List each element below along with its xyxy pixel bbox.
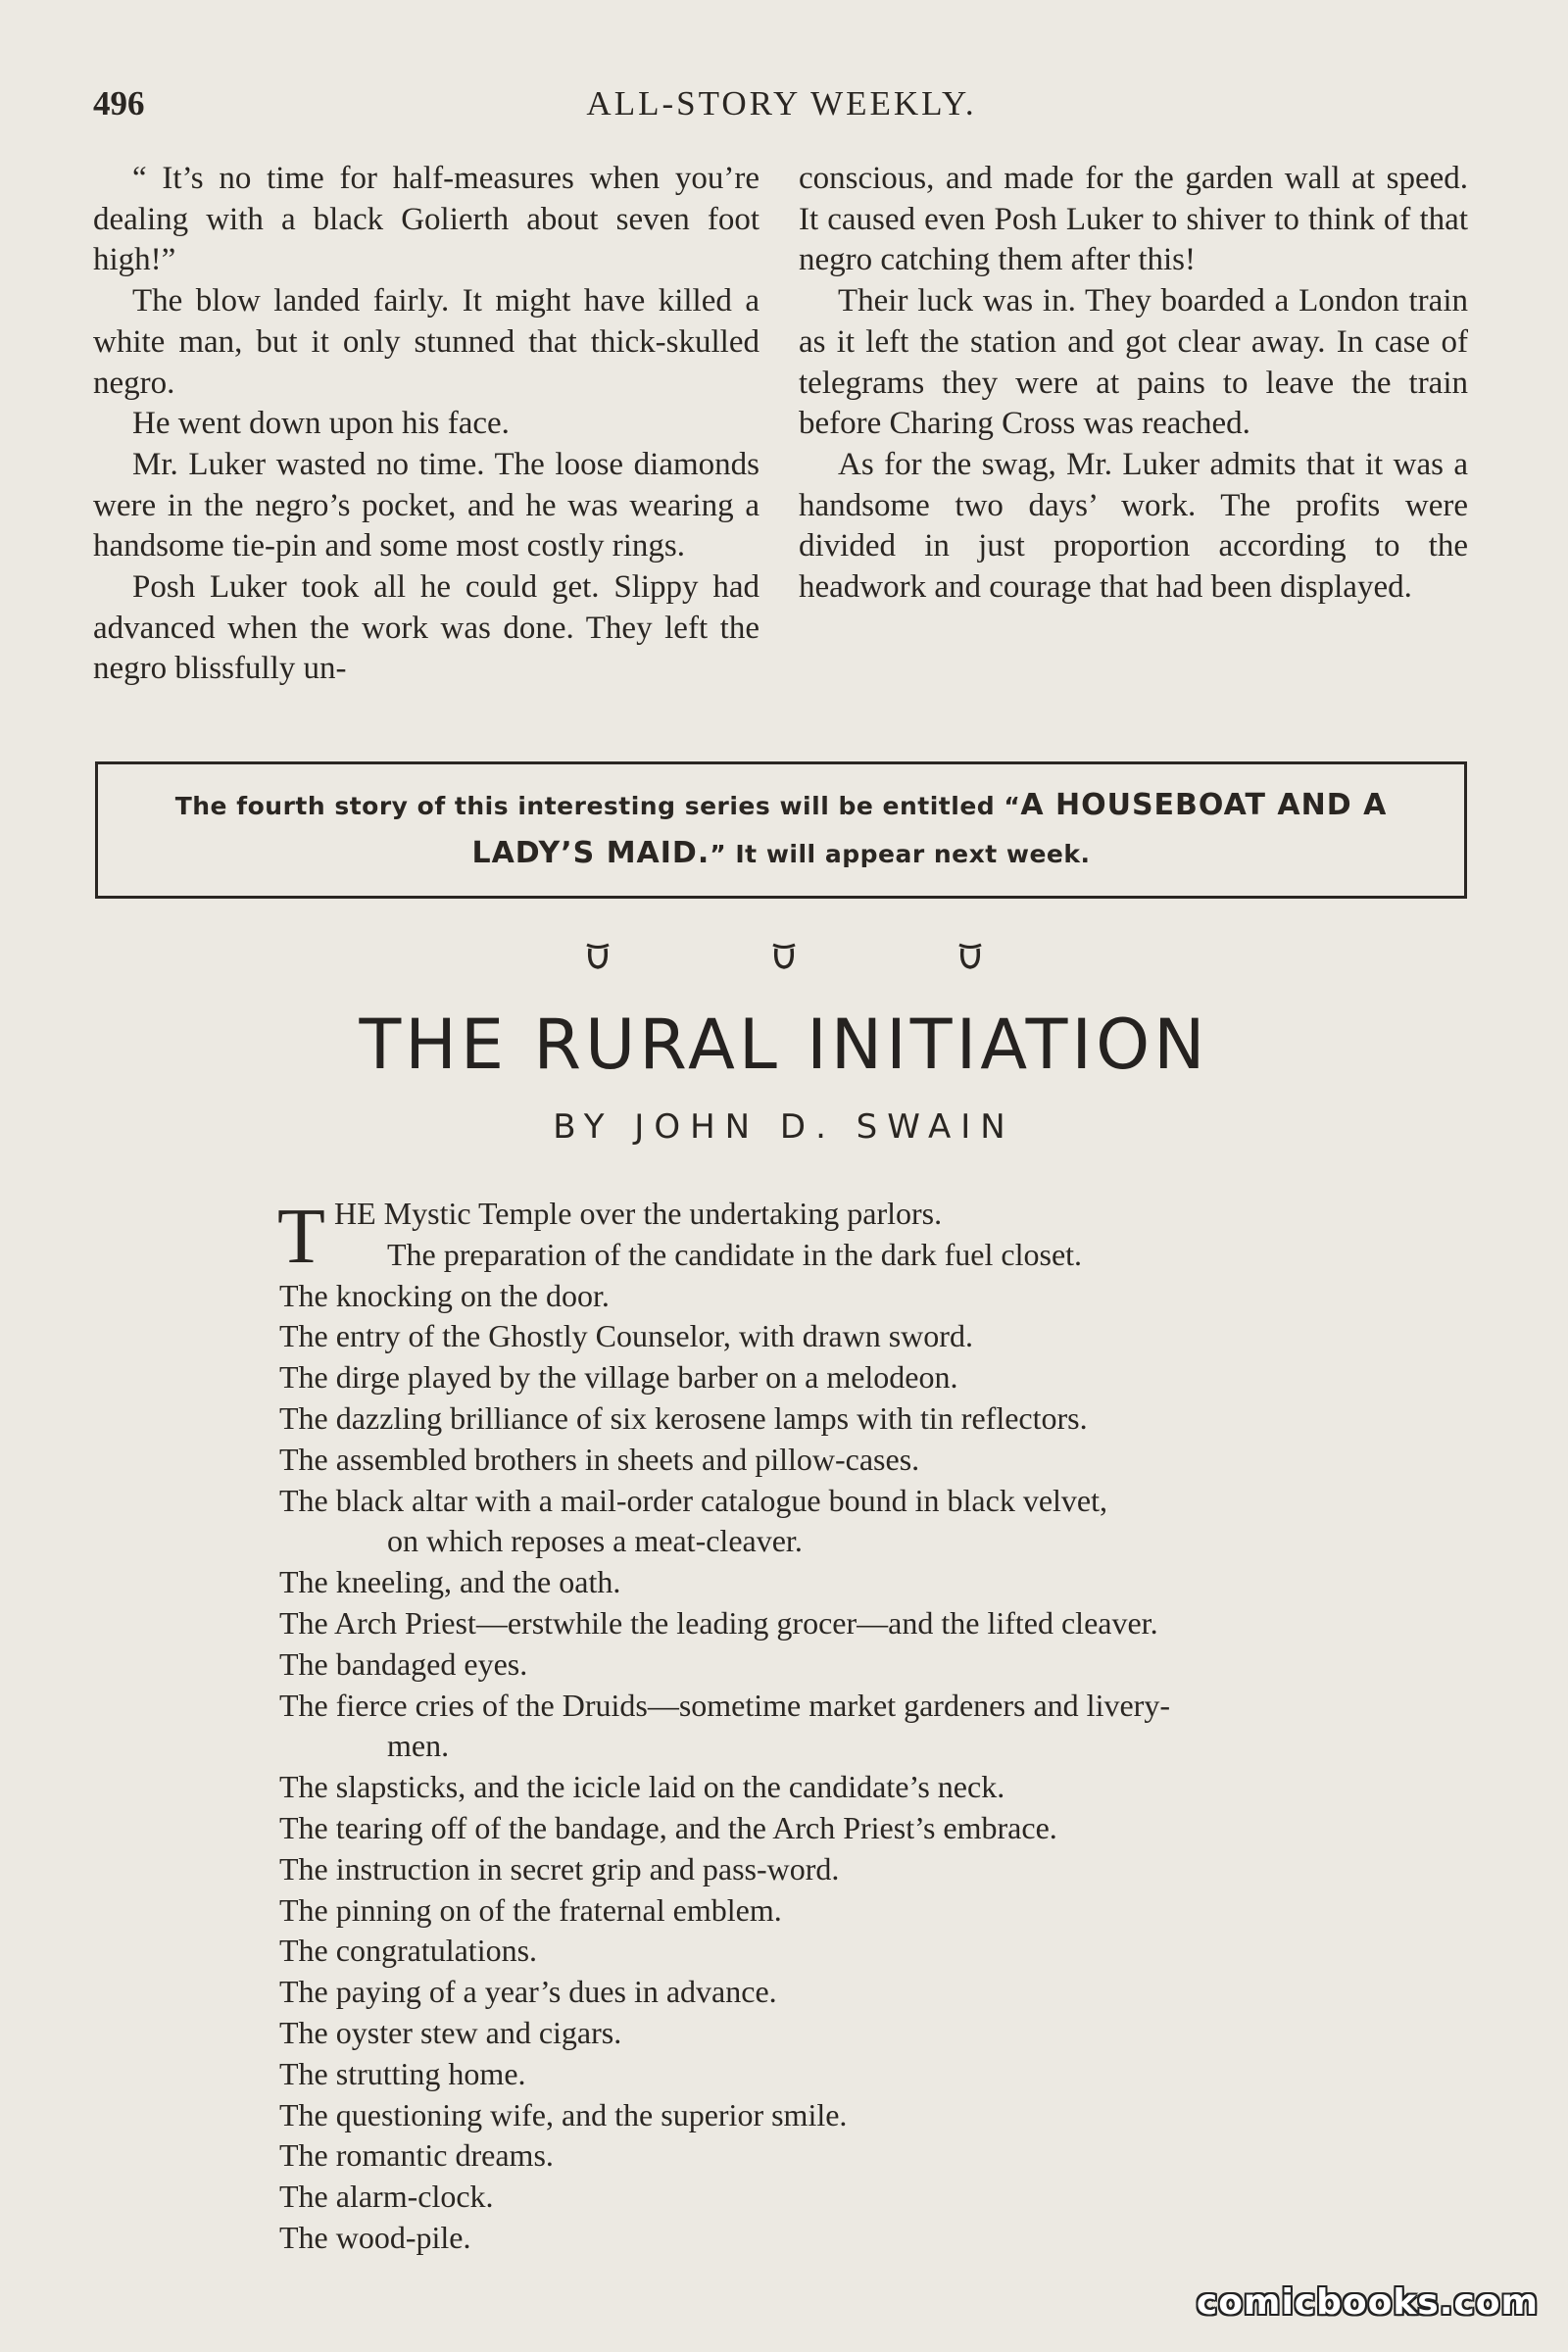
poem-line: The dirge played by the village barber on a melodeon. [279,1359,958,1396]
next-story-notice [95,761,1467,899]
notice-text [137,782,1425,878]
paragraph: He went down upon his face. [132,406,510,442]
poem-line: The bandaged eyes. [279,1645,528,1682]
notice-story-title: A HOUSEBOAT AND A LADY’S MAID. [471,788,1388,870]
poem-line: The black altar with a mail-order catalogue bound in black velvet, [279,1482,1107,1518]
paragraph: Mr. Luker wasted no time. The loose diamonds were in the negro’s pocket, and he was wearing a handsome tie-pin and some most costly rings. [93,446,760,564]
poem-line: men. [387,1728,450,1764]
poem-line: The oyster stew and cigars. [279,2014,622,2050]
left-column [93,159,760,690]
ornament-icon [956,941,984,970]
paragraph: Posh Luker took all he could get. Slippy had advanced when the work was done. They left the negro blissfully un- [93,569,760,687]
poem-line: The Arch Priest—erstwhile the leading grocer—and the lifted cleaver. [279,1604,1158,1641]
drop-cap: T [277,1194,325,1280]
paragraph: “ It’s no time for half-measures when you’re dealing with a black Golierth about seven foot high!” [93,161,760,278]
watermark-logo: comicbooks.com [1196,2282,1539,2323]
poem-line: HE Mystic Temple over the undertaking parlors. [334,1196,943,1231]
poem-line: The paying of a year’s dues in advance. [279,1974,777,2010]
paragraph: As for the swag, Mr. Luker admits that it was a handsome two days’ work. The profits were divided in just proportion according to the headwork and courage that had been displayed. [799,446,1468,606]
poem-line: The questioning wife, and the superior smile. [279,2096,848,2132]
poem-line: The instruction in secret grip and pass-word. [279,1850,840,1886]
poem-line: The slapsticks, and the icicle laid on the candidate’s neck. [279,1769,1005,1805]
notice-intro: The fourth story of this interesting series will be entitled “ [174,792,1021,820]
poem-line: The romantic dreams. [279,2137,554,2174]
poem-line: The tearing off of the bandage, and the Arch Priest’s embrace. [279,1809,1057,1845]
page-number: 496 [93,84,145,122]
notice-outro: ” It will appear next week. [710,840,1091,868]
poem-line: The kneeling, and the oath. [279,1564,621,1600]
poem-line: The fierce cries of the Druids—sometime market gardeners and livery- [279,1687,1170,1723]
poem-line: The assembled brothers in sheets and pillow-cases. [279,1441,920,1477]
running-head: ALL-STORY WEEKLY. [586,84,977,122]
right-column [799,159,1468,609]
paragraph: The blow landed fairly. It might have killed a white man, but it only stunned that thick-skulled negro. [93,283,760,401]
poem-line: The congratulations. [279,1933,538,1969]
poem-line: The pinning on of the fraternal emblem. [279,1891,782,1928]
poem-line: The strutting home. [279,2055,526,2091]
ornament-icon [770,941,798,970]
section-ornaments [0,941,1568,980]
story-body [279,1194,1455,2259]
paragraph-continuation: conscious, and made for the garden wall at speed. It caused even Posh Luker to shiver to think of that negro catching them after this! [799,161,1468,278]
page-header [93,84,1470,133]
paragraph: Their luck was in. They boarded a London train as it left the station and got clear away. In case of telegrams they were at pains to leave the train before Charing Cross was reached. [799,283,1468,442]
story-title: THE RURAL INITIATION [359,1004,1209,1085]
poem-line: The preparation of the candidate in the dark fuel closet. [387,1236,1083,1272]
byline: BY JOHN D. SWAIN [553,1107,1015,1147]
poem-line: on which reposes a meat-cleaver. [387,1523,803,1559]
poem-line: The wood-pile. [279,2219,471,2255]
poem-line: The alarm-clock. [279,2179,494,2215]
poem-line: The entry of the Ghostly Counselor, with drawn sword. [279,1318,973,1354]
poem-line: The dazzling brilliance of six kerosene lamps with tin reflectors. [279,1399,1088,1436]
ornament-icon [584,941,612,970]
poem-line: The knocking on the door. [279,1277,610,1313]
